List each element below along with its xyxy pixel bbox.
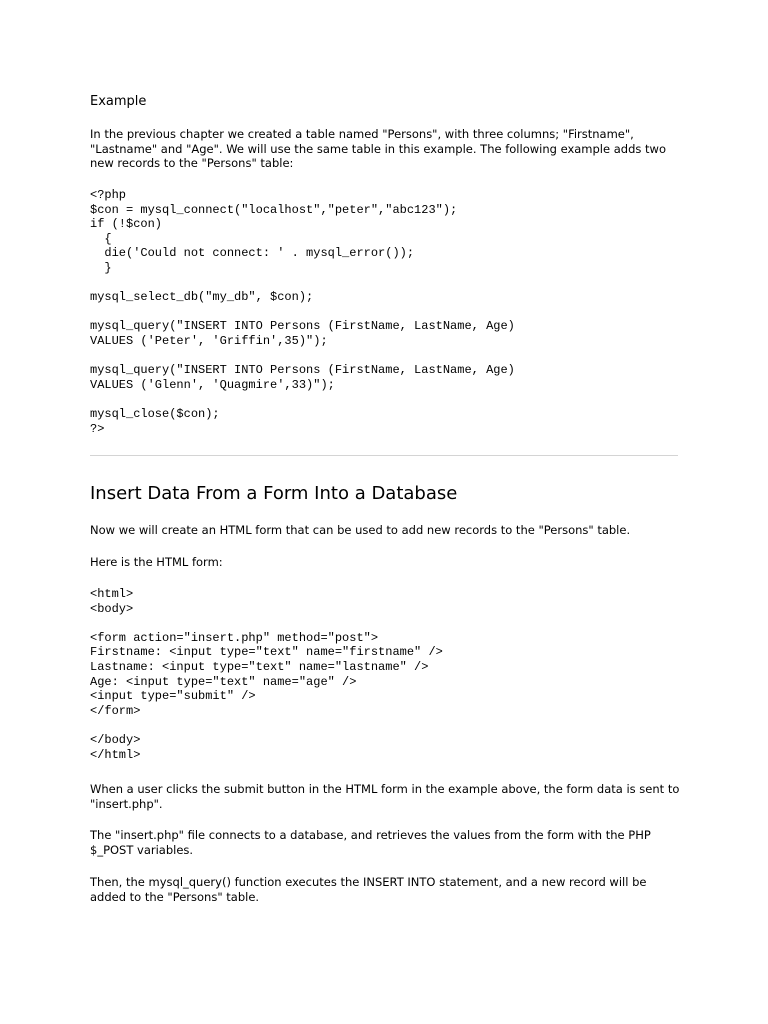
text-line: "insert.php". (90, 796, 163, 811)
form-label-paragraph (90, 555, 690, 570)
text-line: In the previous chapter we created a table named "Persons", with three columns; "Firstname", (90, 127, 634, 141)
text-line: "Lastname" and "Age". We will use the same table in this example. The following example adds two (90, 141, 666, 156)
text-line: Now we will create an HTML form that can be used to add new records to the "Persons" table. (90, 523, 631, 537)
text-line: Here is the HTML form: (90, 555, 223, 569)
submit-explanation-paragraph (90, 782, 690, 811)
php-insert-code-block: <?php $con = mysql_connect("localhost","peter","abc123"); if (!$con) { die('Could not connect: ' . mysql_error()); } mysql_select_db("my_db", $con); mysql_query("INSERT INTO Persons (FirstName, LastName, Age) VALUES ('Peter', 'Griffin',35)"); mysql_query("INSERT INTO Persons (FirstName, LastName, Age) VALUES ('Glenn', 'Quagmire',33)"); mysql_close($con); ?> (90, 188, 515, 436)
text-line: added to the "Persons" table. (90, 889, 260, 904)
insert-form-heading: Insert Data From a Form Into a Database (90, 483, 458, 504)
text-line: new records to the "Persons" table: (90, 156, 294, 170)
mysql-query-explanation-paragraph (90, 875, 690, 904)
text-line: When a user clicks the submit button in the HTML form in the example above, the form data is sent to (90, 782, 680, 796)
text-line: The "insert.php" file connects to a database, and retrieves the values from the form with the PHP (90, 828, 651, 842)
example-intro-paragraph (90, 127, 690, 171)
text-line: $_POST variables. (90, 842, 194, 857)
example-heading: Example (90, 94, 147, 109)
insert-php-explanation-paragraph (90, 828, 690, 857)
section-divider (90, 455, 678, 456)
html-form-code-block: <html> <body> <form action="insert.php" method="post"> Firstname: <input type="text" name="firstname" /> Lastname: <input type="text" name="lastname" /> Age: <input type="text" name="age" /> <input type="submit" /> </form> </body> </html> (90, 587, 443, 762)
text-line: Then, the mysql_query() function executes the INSERT INTO statement, and a new record will be (90, 875, 647, 889)
form-intro-paragraph (90, 523, 690, 538)
